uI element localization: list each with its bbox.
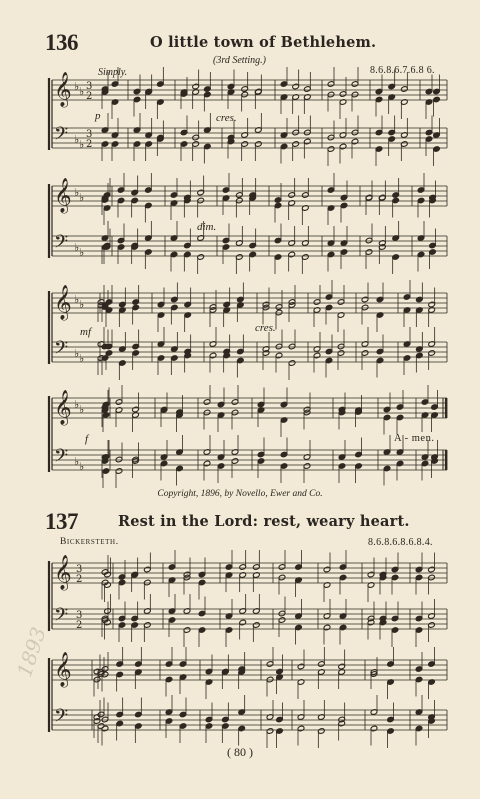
svg-text:♭: ♭ [79,191,85,204]
svg-text:𝄢: 𝄢 [54,605,69,630]
dynamic-f: f [85,433,89,445]
svg-text:2: 2 [76,574,83,585]
svg-text:♭: ♭ [74,133,80,146]
svg-text:3: 3 [76,610,83,621]
svg-text:2: 2 [86,139,93,150]
svg-text:♭: ♭ [74,398,80,411]
svg-text:𝄞: 𝄞 [54,72,72,107]
svg-text:𝄢: 𝄢 [54,232,69,257]
svg-text:𝄞: 𝄞 [54,390,72,425]
svg-text:♭: ♭ [79,403,85,416]
svg-text:♭: ♭ [79,138,85,151]
svg-text:𝄢: 𝄢 [54,338,69,363]
dynamic-p: p [95,110,101,122]
hymn-136-setting: (3rd Setting.) [213,55,266,66]
svg-text:𝄞: 𝄞 [54,178,72,213]
svg-text:♭: ♭ [79,460,85,473]
svg-text:♭: ♭ [74,293,80,306]
hymn-137-composer: Bickersteth. [60,537,119,547]
svg-text:𝄞: 𝄞 [54,652,72,687]
hymn-136-number: 136 [45,30,78,55]
svg-text:𝄞: 𝄞 [54,555,72,590]
svg-text:3: 3 [86,129,93,140]
dynamic-cres: cres. [216,112,237,124]
pencil-margin-note: 1893 [12,624,51,680]
svg-text:♭: ♭ [79,298,85,311]
dynamic-mf: mf [80,326,91,338]
svg-text:𝄞: 𝄞 [54,285,72,320]
tempo-marking: Simply. [98,67,128,78]
dynamic-dim: dim. [197,221,217,233]
copyright-notice: Copyright, 1896, by Novello, Ewer and Co. [157,489,323,499]
svg-text:♭: ♭ [74,347,80,360]
svg-text:♭: ♭ [79,246,85,259]
hymn-137-meter: 8.6.8.6.8.6.8.4. [368,537,433,548]
svg-text:♭: ♭ [79,352,85,365]
svg-text:♭: ♭ [79,85,85,98]
svg-text:2: 2 [76,620,83,631]
svg-text:♭: ♭ [74,186,80,199]
svg-text:2: 2 [86,91,93,102]
amen-lyric: A - men. [394,433,435,444]
page-number: ( 80 ) [227,745,253,759]
svg-text:3: 3 [76,564,83,575]
hymn-137-number: 137 [45,509,78,534]
svg-text:𝄢: 𝄢 [54,446,69,471]
svg-text:𝄢: 𝄢 [54,124,69,149]
svg-text:♭: ♭ [74,241,80,254]
svg-text:♭: ♭ [74,80,80,93]
svg-text:♭: ♭ [74,455,80,468]
hymn-136-meter: 8.6.8.6.7.6.8 6. [370,65,435,76]
hymn-136-title: O little town of Bethlehem. [150,34,377,51]
svg-text:3: 3 [86,81,93,92]
dynamic-cres-2: cres. [255,322,276,334]
hymn-137-title: Rest in the Lord: rest, weary heart. [118,513,410,530]
svg-text:𝄢: 𝄢 [54,706,69,731]
